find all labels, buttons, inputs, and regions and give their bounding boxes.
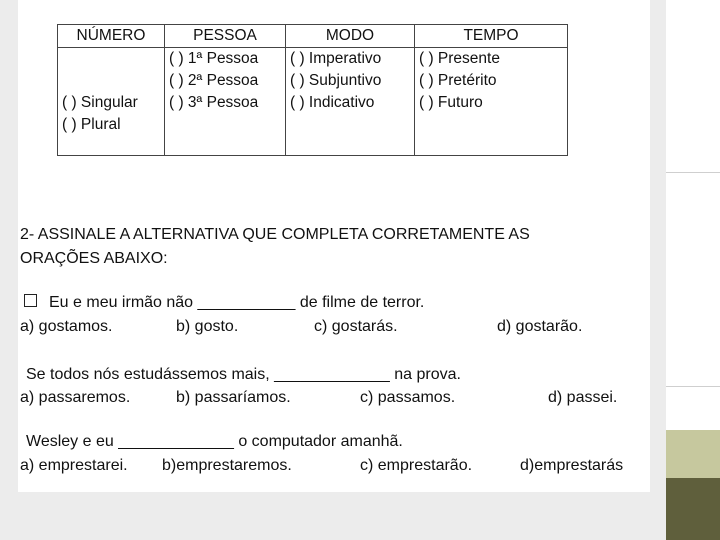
question-1-sentence: Eu e meu irmão não ___________ de filme de terror. — [49, 294, 425, 311]
pessoa-option-1: ( ) 1ª Pessoa — [169, 50, 259, 67]
header-modo: MODO — [286, 25, 415, 48]
right-decor-bar — [666, 0, 720, 540]
question-1-sentence-row — [24, 294, 424, 312]
numero-blank-1 — [62, 48, 160, 70]
question-1-option-d: d) gostarão. — [497, 318, 583, 335]
question-1-option-b: b) gosto. — [176, 318, 239, 335]
table-header-row — [58, 25, 568, 48]
decor-olive-light-block — [666, 430, 720, 478]
question-2-option-d: d) passei. — [548, 389, 618, 406]
tempo-option-3: ( ) Futuro — [419, 94, 483, 111]
numero-plural: ( ) Plural — [62, 116, 121, 133]
checkbox-icon — [24, 294, 37, 307]
decor-divider-1 — [666, 172, 720, 173]
tempo-option-2: ( ) Pretérito — [419, 72, 497, 89]
numero-blank-2 — [62, 70, 160, 92]
header-pessoa: PESSOA — [165, 25, 286, 48]
question-3-option-b: b)emprestaremos. — [162, 457, 292, 474]
numero-singular: ( ) Singular — [62, 94, 138, 111]
tempo-option-1: ( ) Presente — [419, 50, 500, 67]
question-1-option-c: c) gostarás. — [314, 318, 398, 335]
tempo-cell — [415, 48, 568, 156]
question-3-option-a: a) emprestarei. — [20, 457, 128, 474]
pessoa-option-2: ( ) 2ª Pessoa — [169, 72, 259, 89]
question-3-sentence: Wesley e eu _____________ o computador amanhã. — [26, 433, 403, 450]
decor-olive-dark-block — [666, 478, 720, 540]
modo-option-3: ( ) Indicativo — [290, 94, 375, 111]
modo-cell — [286, 48, 415, 156]
numero-cell — [58, 48, 165, 156]
question-3-option-c: c) emprestarão. — [360, 457, 473, 474]
question-2-option-c: c) passamos. — [360, 389, 456, 406]
modo-option-1: ( ) Imperativo — [290, 50, 382, 67]
modo-option-2: ( ) Subjuntivo — [290, 72, 382, 89]
table-body-row — [58, 48, 568, 156]
decor-divider-2 — [666, 386, 720, 387]
question-3-option-d: d)emprestarás — [520, 457, 624, 474]
header-numero: NÚMERO — [58, 25, 165, 48]
pessoa-cell — [165, 48, 286, 156]
grammar-table — [57, 24, 568, 156]
question-2-option-b: b) passaríamos. — [176, 389, 291, 406]
instruction-line-1: 2- ASSINALE A ALTERNATIVA QUE COMPLETA CORRETAMENTE AS — [20, 226, 530, 243]
instruction-line-2: ORAÇÕES ABAIXO: — [20, 250, 168, 267]
question-2-sentence: Se todos nós estudássemos mais, _____________ na prova. — [26, 366, 461, 383]
decor-white-block — [666, 0, 720, 430]
question-1-option-a: a) gostamos. — [20, 318, 113, 335]
header-tempo: TEMPO — [415, 25, 568, 48]
question-2-option-a: a) passaremos. — [20, 389, 131, 406]
pessoa-option-3: ( ) 3ª Pessoa — [169, 94, 259, 111]
